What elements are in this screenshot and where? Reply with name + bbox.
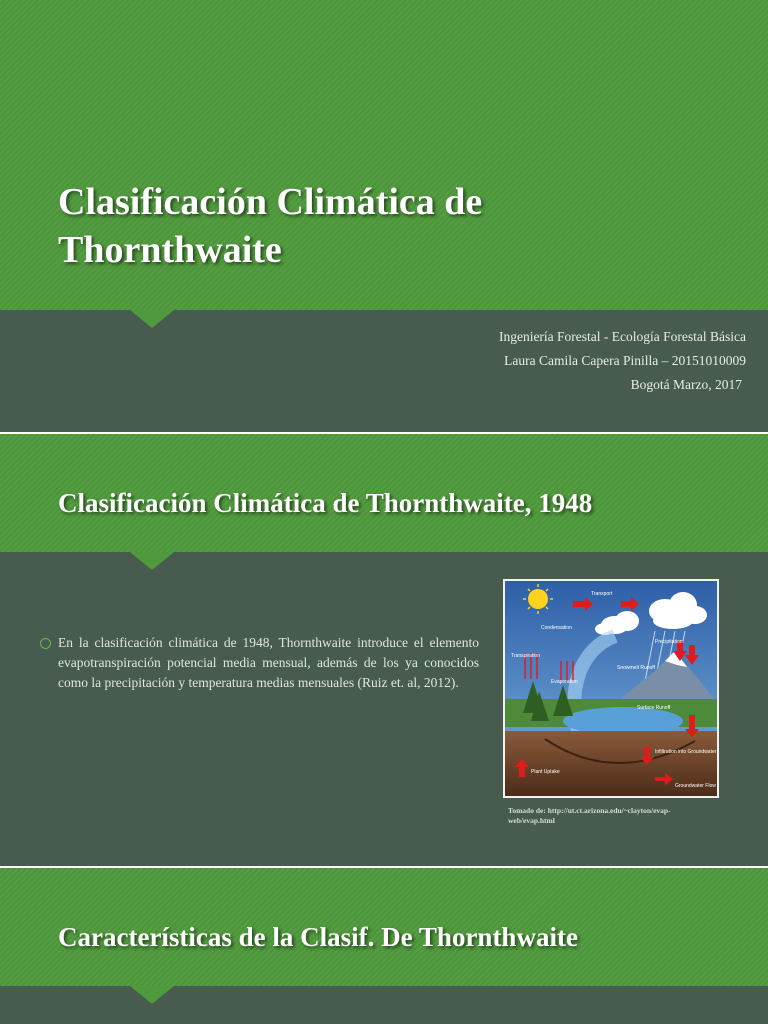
subtitle-line-3: Bogotá Marzo, 2017 (630, 377, 742, 392)
slide3-notch (130, 986, 174, 1004)
water-cycle-image (503, 579, 719, 798)
slide2-title-band (0, 434, 768, 552)
label-precipitation: Precipitation (655, 639, 683, 645)
slide1-title-band (0, 0, 768, 310)
slide2-title: Clasificación Climática de Thornthwaite, 1948 (58, 488, 593, 518)
slide1-title (58, 178, 482, 274)
slide3-body (0, 986, 768, 1024)
image-caption (508, 806, 708, 826)
bullet-text: En la clasificación climática de 1948, Thornthwaite introduce el elemento evapotranspiración potencial media mensual, además de los ya conocidos como la precipitación y temperatura medias mensuales (Ruiz et. al, 2012). (58, 635, 479, 690)
slide1-title-line1: Clasificación Climática de (58, 181, 483, 223)
label-transpiration: Transpiration (511, 653, 540, 659)
caption-line-2: web/evap.html (508, 816, 555, 825)
bullet-icon (40, 638, 51, 649)
label-infiltration: Infiltration into Groundwater (655, 749, 717, 755)
slide2-body (0, 552, 768, 866)
slide1-notch (130, 310, 174, 328)
water-cycle-diagram (505, 581, 717, 796)
slide2-notch (130, 552, 174, 570)
label-transport: Transport (591, 591, 613, 597)
label-surface-runoff: Surface Runoff (637, 705, 671, 711)
subtitle-line-1: Ingeniería Forestal - Ecología Forestal Básica (498, 329, 746, 344)
label-plant-uptake: Plant Uptake (531, 769, 560, 775)
subtitle-line-2: Laura Camila Capera Pinilla – 20151010009 (504, 353, 746, 368)
slide1-title-line2: Thornthwaite (58, 229, 282, 271)
label-groundwater-flow: Groundwater Flow (675, 783, 716, 789)
caption-line-1: Tomado de: http://ut.ct.arizona.edu/~clayton/evap- (508, 806, 671, 815)
label-evaporation: Evaporation (551, 679, 578, 685)
slide3-title-band (0, 868, 768, 986)
slide3-title: Características de la Clasif. De Thornthwaite (58, 922, 578, 952)
sun-icon (528, 589, 548, 609)
label-condensation: Condensation (541, 625, 572, 631)
slide1-subtitle-band (0, 310, 768, 432)
label-snowmelt: Snowmelt Runoff (617, 665, 655, 671)
